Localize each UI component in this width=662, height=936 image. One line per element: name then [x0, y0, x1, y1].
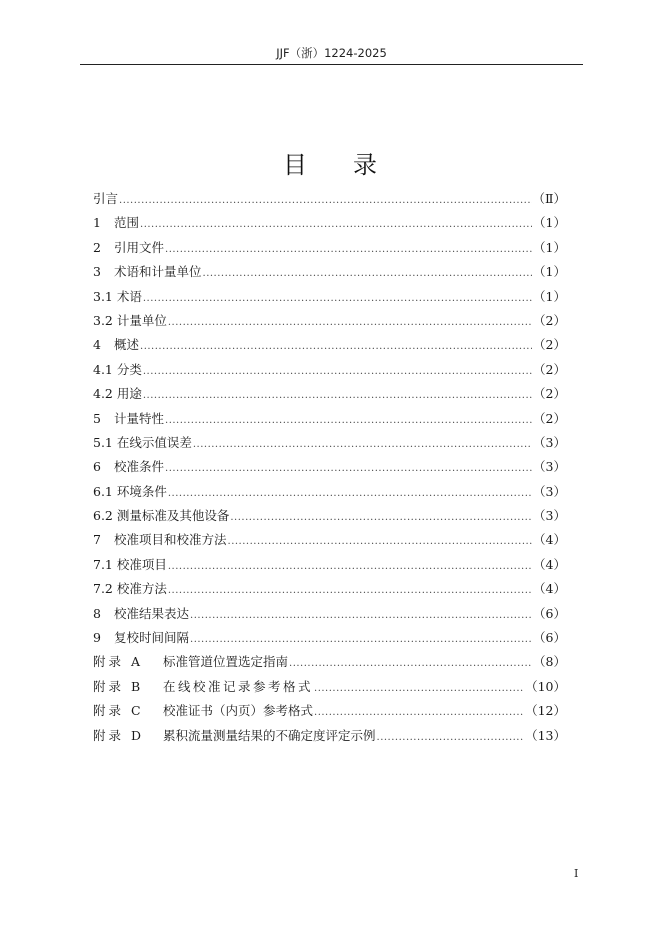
toc-entry[interactable] — [93, 382, 566, 406]
toc-entry-label — [93, 675, 313, 699]
toc-entry[interactable] — [93, 675, 566, 699]
toc-entry-title: 引用文件 — [114, 239, 165, 255]
toc-entry-title: 4.2 用途 — [93, 386, 142, 402]
toc-entry-label — [93, 455, 164, 479]
toc-entry-label — [93, 577, 167, 601]
toc-entry-label — [93, 407, 164, 431]
toc-entry[interactable] — [93, 236, 566, 260]
toc-page-ref: （1） — [533, 215, 566, 231]
toc-entry[interactable] — [93, 528, 566, 552]
dot-leader — [289, 652, 532, 676]
appendix-id: 附录 A — [93, 654, 144, 670]
dot-leader — [314, 677, 524, 701]
toc-page-ref: （6） — [533, 605, 566, 621]
toc-page-ref: （8） — [533, 654, 566, 670]
section-number: 3 — [93, 264, 101, 280]
toc-entry[interactable] — [93, 455, 566, 479]
toc-page-ref: （3） — [533, 508, 566, 524]
dot-leader — [119, 189, 531, 213]
appendix-id: 附录 B — [93, 678, 144, 694]
toc-entry[interactable] — [93, 504, 566, 528]
toc-entry-title: 4.1 分类 — [93, 361, 142, 377]
toc-entry-title: 6.1 环境条件 — [93, 483, 167, 499]
toc-entry-label — [93, 626, 189, 650]
toc-entry[interactable] — [93, 577, 566, 601]
dot-leader — [168, 311, 532, 335]
toc-entry[interactable] — [93, 602, 566, 626]
toc-entry-label — [93, 285, 142, 309]
toc-page-ref: （2） — [533, 361, 566, 377]
toc-page-ref: （10） — [525, 678, 566, 694]
toc-entry[interactable] — [93, 211, 566, 235]
table-of-contents — [93, 187, 566, 748]
toc-page-ref: （1） — [533, 288, 566, 304]
toc-entry[interactable] — [93, 480, 566, 504]
toc-entry[interactable] — [93, 309, 566, 333]
section-number: 8 — [93, 605, 101, 621]
section-number: 7 — [93, 532, 101, 548]
section-number: 2 — [93, 239, 101, 255]
toc-entry-title: 计量特性 — [114, 410, 165, 426]
toc-entry[interactable] — [93, 187, 566, 211]
title-char-1: 目 — [283, 151, 309, 179]
toc-entry-label — [93, 211, 139, 235]
toc-entry-label — [93, 699, 313, 723]
toc-entry-title: 6.2 测量标准及其他设备 — [93, 508, 230, 524]
toc-entry-title: 5.1 在线示值误差 — [93, 434, 192, 450]
running-header — [80, 42, 583, 64]
toc-page-ref: （2） — [533, 312, 566, 328]
dot-leader — [140, 213, 532, 237]
toc-entry-title: 复校时间间隔 — [114, 630, 190, 646]
toc-entry-title: 范围 — [114, 215, 140, 231]
toc-page-ref: （3） — [533, 483, 566, 499]
toc-entry-label — [93, 358, 142, 382]
dot-leader — [377, 726, 525, 750]
toc-entry-label — [93, 724, 376, 748]
title-char-2: 录 — [353, 151, 379, 179]
toc-page-ref: （2） — [533, 410, 566, 426]
appendix-id: 附录 D — [93, 727, 144, 743]
toc-entry-label — [93, 187, 118, 211]
section-number: 1 — [93, 215, 101, 231]
dot-leader — [190, 628, 532, 652]
toc-entry-label — [93, 602, 189, 626]
toc-entry[interactable] — [93, 333, 566, 357]
toc-entry-title: 累积流量测量结果的不确定度评定示例 — [163, 727, 376, 743]
dot-leader — [165, 457, 532, 481]
toc-entry-label — [93, 309, 167, 333]
toc-page-ref: （13） — [525, 727, 566, 743]
toc-page-ref: （4） — [533, 556, 566, 572]
toc-page-ref: （6） — [533, 630, 566, 646]
toc-page-ref: （2） — [533, 386, 566, 402]
dot-leader — [143, 287, 532, 311]
dot-leader — [203, 262, 533, 286]
toc-entry-title: 校准项目和校准方法 — [114, 532, 227, 548]
toc-entry-label — [93, 431, 192, 455]
dot-leader — [168, 482, 532, 506]
toc-entry-title: 3.2 计量单位 — [93, 312, 167, 328]
toc-entry-label — [93, 504, 229, 528]
document-code: JJF（浙）1224-2025 — [276, 46, 387, 60]
toc-entry-title: 概述 — [114, 337, 140, 353]
toc-entry-label — [93, 236, 164, 260]
toc-entry-title: 7.2 校准方法 — [93, 581, 167, 597]
toc-page-ref: （4） — [533, 581, 566, 597]
toc-entry-title: 校准证书（内页）参考格式 — [163, 703, 314, 719]
dot-leader — [165, 409, 532, 433]
toc-entry[interactable] — [93, 553, 566, 577]
toc-entry-title: 3.1 术语 — [93, 288, 142, 304]
toc-entry-title: 术语和计量单位 — [114, 264, 202, 280]
toc-page-ref: （2） — [533, 337, 566, 353]
toc-entry-title: 7.1 校准项目 — [93, 556, 167, 572]
dot-leader — [140, 335, 532, 359]
toc-page-ref: （Ⅱ） — [532, 191, 566, 206]
toc-entry[interactable] — [93, 407, 566, 431]
appendix-id: 附录 C — [93, 703, 144, 719]
toc-entry-title: 标准管道位置选定指南 — [163, 654, 289, 670]
header-rule — [80, 64, 583, 65]
dot-leader — [143, 360, 532, 384]
toc-entry-label — [93, 333, 139, 357]
toc-entry-label — [93, 553, 167, 577]
toc-entry-title: 校准条件 — [114, 459, 165, 475]
section-number: 6 — [93, 459, 101, 475]
section-number: 5 — [93, 410, 101, 426]
toc-entry-label — [93, 528, 227, 552]
toc-entry-label — [93, 260, 202, 284]
toc-entry-title: 引言 — [93, 191, 119, 206]
toc-page-ref: （1） — [533, 264, 566, 280]
page-title — [0, 148, 662, 182]
toc-entry-label — [93, 382, 142, 406]
dot-leader — [143, 384, 532, 408]
toc-entry-label — [93, 650, 288, 674]
toc-entry-title: 校准结果表达 — [114, 605, 190, 621]
toc-entry[interactable] — [93, 724, 566, 748]
section-number: 4 — [93, 337, 101, 353]
dot-leader — [314, 701, 524, 725]
dot-leader — [168, 555, 532, 579]
toc-page-ref: （4） — [533, 532, 566, 548]
dot-leader — [228, 530, 533, 554]
page-number: I — [574, 867, 579, 880]
section-number: 9 — [93, 630, 101, 646]
toc-page-ref: （3） — [533, 434, 566, 450]
toc-entry[interactable] — [93, 260, 566, 284]
toc-entry[interactable] — [93, 285, 566, 309]
toc-entry[interactable] — [93, 650, 566, 674]
dot-leader — [230, 506, 532, 530]
toc-entry-title: 在线校准记录参考格式 — [163, 678, 314, 694]
toc-page-ref: （3） — [533, 459, 566, 475]
dot-leader — [168, 579, 532, 603]
toc-entry[interactable] — [93, 431, 566, 455]
toc-entry-label — [93, 480, 167, 504]
dot-leader — [193, 433, 532, 457]
toc-page-ref: （12） — [525, 703, 566, 719]
toc-page-ref: （1） — [533, 239, 566, 255]
toc-entry[interactable] — [93, 626, 566, 650]
dot-leader — [165, 238, 532, 262]
toc-entry[interactable] — [93, 699, 566, 723]
toc-entry[interactable] — [93, 358, 566, 382]
dot-leader — [190, 604, 532, 628]
